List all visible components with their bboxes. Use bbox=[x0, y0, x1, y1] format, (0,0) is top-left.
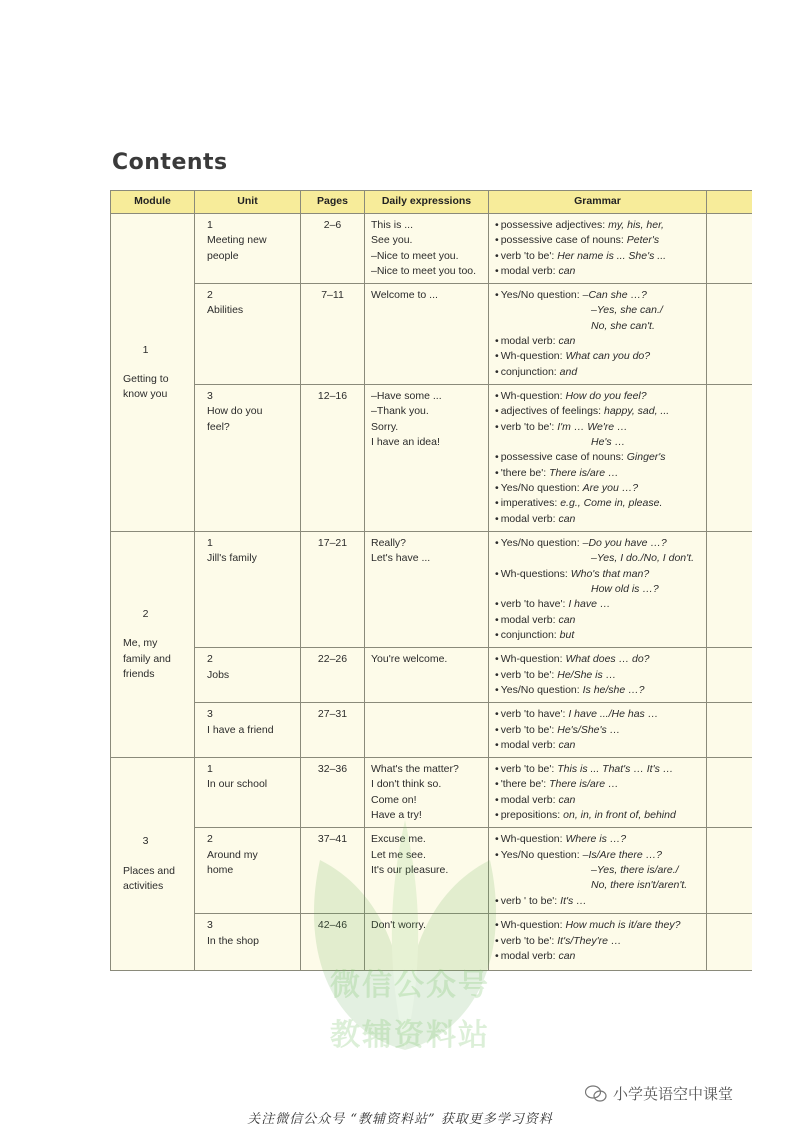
grammar-cell bbox=[489, 758, 707, 828]
unit-title-line: Abilities bbox=[207, 304, 244, 317]
expression-line: –Thank you. bbox=[371, 405, 429, 418]
grammar-label: possessive case of nouns: bbox=[500, 234, 627, 247]
grammar-example: He's … bbox=[591, 436, 626, 449]
extra-column-cell bbox=[707, 648, 752, 703]
bullet-icon: • bbox=[495, 466, 499, 479]
bullet-icon: • bbox=[495, 919, 499, 932]
expression-line: It's our pleasure. bbox=[371, 863, 449, 876]
grammar-example: What does … do? bbox=[565, 653, 650, 666]
bullet-icon: • bbox=[495, 848, 499, 861]
expressions-cell bbox=[365, 214, 489, 284]
grammar-line bbox=[495, 496, 700, 511]
grammar-line bbox=[495, 723, 700, 738]
bullet-icon: • bbox=[495, 613, 499, 626]
grammar-label: verb 'to be': bbox=[500, 934, 558, 947]
bullet-icon: • bbox=[495, 653, 499, 666]
table-row bbox=[111, 385, 752, 532]
grammar-line bbox=[495, 536, 700, 551]
grammar-label: conjunction: bbox=[500, 628, 560, 641]
grammar-example: There is/are … bbox=[549, 466, 619, 479]
grammar-label: modal verb: bbox=[500, 738, 559, 751]
unit-number: 3 bbox=[207, 390, 213, 403]
grammar-example: He's/She's … bbox=[557, 723, 621, 736]
grammar-line bbox=[495, 628, 700, 643]
unit-number: 2 bbox=[207, 653, 213, 666]
module-name-line: know you bbox=[123, 388, 168, 401]
grammar-line bbox=[495, 793, 700, 808]
pages-cell: 2–6 bbox=[301, 214, 365, 284]
grammar-line bbox=[495, 435, 700, 450]
grammar-line bbox=[495, 389, 700, 404]
expression-line: Really? bbox=[371, 537, 407, 550]
grammar-line bbox=[495, 949, 700, 964]
expression-line: See you. bbox=[371, 234, 413, 247]
grammar-label: verb 'to have': bbox=[500, 708, 569, 721]
grammar-label: Wh-question: bbox=[500, 350, 566, 363]
bullet-icon: • bbox=[495, 598, 499, 611]
module-cell bbox=[111, 214, 195, 532]
bullet-icon: • bbox=[495, 723, 499, 736]
grammar-example: can bbox=[558, 512, 576, 525]
grammar-example: What can you do? bbox=[565, 350, 651, 363]
grammar-example: Are you …? bbox=[582, 481, 639, 494]
unit-title-line: feel? bbox=[207, 420, 230, 433]
wechat-icon bbox=[585, 1085, 607, 1103]
grammar-line bbox=[495, 918, 700, 933]
grammar-label: Yes/No question: bbox=[500, 537, 583, 550]
bullet-icon: • bbox=[495, 949, 499, 962]
table-row bbox=[111, 758, 752, 828]
unit-cell bbox=[195, 214, 301, 284]
grammar-line bbox=[495, 334, 700, 349]
unit-number: 1 bbox=[207, 763, 213, 776]
grammar-example: How do you feel? bbox=[565, 390, 647, 403]
bullet-icon: • bbox=[495, 708, 499, 721]
grammar-example: How old is …? bbox=[591, 583, 659, 596]
expression-line: I have an idea! bbox=[371, 436, 440, 449]
grammar-example: can bbox=[558, 613, 576, 626]
grammar-label: Wh-question: bbox=[500, 653, 566, 666]
grammar-line bbox=[495, 567, 700, 582]
grammar-line bbox=[495, 848, 700, 863]
header-extra-column bbox=[707, 191, 752, 214]
grammar-label: Yes/No question: bbox=[500, 683, 583, 696]
expression-line: Excuse me. bbox=[371, 833, 426, 846]
grammar-example: can bbox=[558, 949, 576, 962]
module-number: 1 bbox=[142, 343, 149, 356]
grammar-cell bbox=[489, 703, 707, 758]
unit-number: 2 bbox=[207, 289, 213, 302]
grammar-label: conjunction: bbox=[500, 365, 560, 378]
pages-cell: 42–46 bbox=[301, 914, 365, 971]
bullet-icon: • bbox=[495, 234, 499, 247]
grammar-example: –Is/Are there …? bbox=[582, 848, 662, 861]
grammar-line bbox=[495, 738, 700, 753]
pages-cell: 12–16 bbox=[301, 385, 365, 532]
bullet-icon: • bbox=[495, 390, 499, 403]
unit-cell bbox=[195, 532, 301, 648]
extra-column-cell bbox=[707, 385, 752, 532]
expression-line: Sorry. bbox=[371, 420, 399, 433]
grammar-label: possessive adjectives: bbox=[500, 219, 609, 231]
unit-cell bbox=[195, 758, 301, 828]
bullet-icon: • bbox=[495, 894, 499, 907]
expression-line: –Nice to meet you too. bbox=[371, 264, 477, 277]
unit-cell bbox=[195, 828, 301, 914]
grammar-line bbox=[495, 420, 700, 435]
grammar-label: modal verb: bbox=[500, 793, 559, 806]
brand-label bbox=[585, 1083, 733, 1104]
grammar-example: Her name is ... She's ... bbox=[557, 249, 667, 262]
grammar-example: –Do you have …? bbox=[582, 537, 667, 550]
bullet-icon: • bbox=[495, 537, 499, 550]
grammar-line bbox=[495, 762, 700, 777]
bullet-icon: • bbox=[495, 793, 499, 806]
watermark-line-2: 教辅资料站 bbox=[330, 1018, 490, 1053]
grammar-example: e.g., Come in, please. bbox=[560, 497, 663, 510]
grammar-example: –Can she …? bbox=[582, 289, 647, 302]
grammar-example: I have … bbox=[568, 598, 611, 611]
module-cell bbox=[111, 532, 195, 758]
module-cell bbox=[111, 758, 195, 971]
grammar-example: Where is …? bbox=[565, 833, 627, 846]
grammar-cell bbox=[489, 914, 707, 971]
extra-column-cell bbox=[707, 758, 752, 828]
bullet-icon: • bbox=[495, 833, 499, 846]
unit-title-line: people bbox=[207, 249, 239, 262]
grammar-line bbox=[495, 512, 700, 527]
grammar-cell bbox=[489, 385, 707, 532]
grammar-line bbox=[495, 777, 700, 792]
bullet-icon: • bbox=[495, 778, 499, 791]
pages-cell: 22–26 bbox=[301, 648, 365, 703]
expressions-cell bbox=[365, 532, 489, 648]
grammar-label: verb 'to be': bbox=[500, 668, 558, 681]
unit-title-line: I have a friend bbox=[207, 723, 274, 736]
grammar-label: possessive case of nouns: bbox=[500, 451, 627, 464]
grammar-label: Wh-questions: bbox=[500, 567, 571, 580]
extra-column-cell bbox=[707, 532, 752, 648]
grammar-line bbox=[495, 249, 700, 264]
grammar-line bbox=[495, 450, 700, 465]
expression-line: Let's have ... bbox=[371, 552, 431, 565]
unit-number: 1 bbox=[207, 537, 213, 550]
grammar-example: He/She is … bbox=[557, 668, 617, 681]
bullet-icon: • bbox=[495, 809, 499, 822]
unit-title-line: Jill's family bbox=[207, 552, 257, 565]
brand-text: 小学英语空中课堂 bbox=[613, 1086, 734, 1103]
bullet-icon: • bbox=[495, 264, 499, 277]
grammar-line bbox=[495, 303, 700, 318]
grammar-label: Yes/No question: bbox=[500, 481, 583, 494]
extra-column-cell bbox=[707, 284, 752, 385]
pages-cell: 37–41 bbox=[301, 828, 365, 914]
grammar-line bbox=[495, 668, 700, 683]
grammar-label: Yes/No question: bbox=[500, 848, 583, 861]
extra-column-cell bbox=[707, 828, 752, 914]
grammar-line bbox=[495, 288, 700, 303]
grammar-example: can bbox=[558, 793, 576, 806]
table-row bbox=[111, 214, 752, 284]
grammar-label: modal verb: bbox=[500, 613, 559, 626]
watermark-line-1: 微信公众号 bbox=[330, 968, 490, 1003]
expression-line: I don't think so. bbox=[371, 778, 442, 791]
header-grammar: Grammar bbox=[489, 191, 707, 214]
grammar-label: Wh-question: bbox=[500, 833, 566, 846]
grammar-example: can bbox=[558, 335, 576, 348]
grammar-example: and bbox=[559, 365, 578, 378]
unit-number: 1 bbox=[207, 219, 213, 231]
grammar-cell bbox=[489, 284, 707, 385]
bullet-icon: • bbox=[495, 219, 499, 231]
module-name-line: Me, my bbox=[123, 637, 158, 650]
module-name-line: Places and bbox=[123, 864, 175, 877]
grammar-example: –Yes, there is/are./ bbox=[591, 863, 679, 876]
unit-title-line: In the shop bbox=[207, 934, 259, 947]
bullet-icon: • bbox=[495, 365, 499, 378]
bullet-icon: • bbox=[495, 350, 499, 363]
grammar-cell bbox=[489, 828, 707, 914]
grammar-example: This is ... That's … It's … bbox=[557, 763, 674, 776]
grammar-cell bbox=[489, 648, 707, 703]
expression-line: This is ... bbox=[371, 219, 414, 231]
expressions-cell bbox=[365, 385, 489, 532]
grammar-example: It's/They're … bbox=[557, 934, 622, 947]
grammar-label: verb 'to be': bbox=[500, 763, 558, 776]
pages-cell: 27–31 bbox=[301, 703, 365, 758]
grammar-line bbox=[495, 551, 700, 566]
grammar-line bbox=[495, 233, 700, 248]
table-row bbox=[111, 284, 752, 385]
expression-line: –Nice to meet you. bbox=[371, 249, 459, 262]
module-number: 3 bbox=[142, 835, 149, 848]
grammar-label: modal verb: bbox=[500, 335, 559, 348]
grammar-label: modal verb: bbox=[500, 512, 559, 525]
header-unit: Unit bbox=[195, 191, 301, 214]
grammar-line bbox=[495, 894, 700, 909]
table-row bbox=[111, 703, 752, 758]
grammar-example: No, she can't. bbox=[591, 319, 655, 332]
expressions-cell bbox=[365, 648, 489, 703]
expressions-cell bbox=[365, 828, 489, 914]
grammar-line bbox=[495, 707, 700, 722]
expression-line: –Have some ... bbox=[371, 390, 442, 403]
bullet-icon: • bbox=[495, 451, 499, 464]
bullet-icon: • bbox=[495, 335, 499, 348]
grammar-label: Wh-question: bbox=[500, 390, 566, 403]
module-name-line: Getting to bbox=[123, 372, 169, 385]
bullet-icon: • bbox=[495, 289, 499, 302]
unit-title-line: Jobs bbox=[207, 668, 230, 681]
pages-cell: 7–11 bbox=[301, 284, 365, 385]
grammar-example: There is/are … bbox=[549, 778, 619, 791]
module-name-line: activities bbox=[123, 879, 164, 892]
grammar-line bbox=[495, 481, 700, 496]
grammar-cell bbox=[489, 214, 707, 284]
bullet-icon: • bbox=[495, 668, 499, 681]
table-header-row bbox=[111, 191, 752, 214]
grammar-label: verb 'to have': bbox=[500, 598, 569, 611]
grammar-line bbox=[495, 466, 700, 481]
grammar-example: Who's that man? bbox=[570, 567, 650, 580]
unit-title-line: home bbox=[207, 863, 234, 876]
page-title: Contents bbox=[112, 150, 228, 175]
grammar-label: 'there be': bbox=[500, 466, 550, 479]
expression-line: Have a try! bbox=[371, 809, 422, 822]
expression-line: Don't worry. bbox=[371, 919, 426, 932]
grammar-label: verb 'to be': bbox=[500, 249, 558, 262]
grammar-example: Is he/she …? bbox=[582, 683, 645, 696]
grammar-example: can bbox=[558, 738, 576, 751]
bullet-icon: • bbox=[495, 249, 499, 262]
grammar-example: –Yes, she can./ bbox=[591, 304, 663, 317]
unit-title-line: In our school bbox=[207, 778, 268, 791]
grammar-line bbox=[495, 319, 700, 334]
pages-cell: 17–21 bbox=[301, 532, 365, 648]
expression-line: What's the matter? bbox=[371, 763, 459, 776]
extra-column-cell bbox=[707, 214, 752, 284]
pages-cell: 32–36 bbox=[301, 758, 365, 828]
expression-line: Come on! bbox=[371, 793, 417, 806]
grammar-line bbox=[495, 404, 700, 419]
grammar-label: prepositions: bbox=[500, 809, 564, 822]
extra-column-cell bbox=[707, 703, 752, 758]
expressions-cell bbox=[365, 284, 489, 385]
grammar-label: verb ' to be': bbox=[500, 894, 561, 907]
grammar-example: How much is it/are they? bbox=[565, 919, 681, 932]
table-row bbox=[111, 532, 752, 648]
grammar-label: Yes/No question: bbox=[500, 289, 583, 302]
header-pages: Pages bbox=[301, 191, 365, 214]
grammar-label: 'there be': bbox=[500, 778, 550, 791]
grammar-label: modal verb: bbox=[500, 264, 559, 277]
expressions-cell bbox=[365, 758, 489, 828]
grammar-line bbox=[495, 934, 700, 949]
grammar-line bbox=[495, 597, 700, 612]
table-row bbox=[111, 828, 752, 914]
extra-column-cell bbox=[707, 914, 752, 971]
grammar-line bbox=[495, 218, 700, 233]
grammar-line bbox=[495, 808, 700, 823]
expressions-cell bbox=[365, 703, 489, 758]
grammar-example: can bbox=[558, 264, 576, 277]
grammar-line bbox=[495, 652, 700, 667]
grammar-line bbox=[495, 863, 700, 878]
grammar-label: Wh-question: bbox=[500, 919, 566, 932]
grammar-label: modal verb: bbox=[500, 949, 559, 962]
bullet-icon: • bbox=[495, 683, 499, 696]
bullet-icon: • bbox=[495, 420, 499, 433]
grammar-line bbox=[495, 613, 700, 628]
bullet-icon: • bbox=[495, 738, 499, 751]
table-row bbox=[111, 648, 752, 703]
unit-cell bbox=[195, 648, 301, 703]
module-name-line: family and bbox=[123, 652, 171, 665]
grammar-example: but bbox=[559, 628, 575, 641]
contents-table bbox=[110, 190, 752, 971]
footer-note: 关注微信公众号 “教辅资料站” 获取更多学习资料 bbox=[247, 1112, 553, 1127]
grammar-example: happy, sad, ... bbox=[604, 405, 670, 418]
bullet-icon: • bbox=[495, 934, 499, 947]
grammar-label: verb 'to be': bbox=[500, 723, 558, 736]
bullet-icon: • bbox=[495, 512, 499, 525]
grammar-example: on, in, in front of, behind bbox=[563, 809, 676, 822]
grammar-line bbox=[495, 264, 700, 279]
expression-line: Welcome to ... bbox=[371, 289, 438, 302]
expression-line: Let me see. bbox=[371, 848, 426, 861]
grammar-example: Peter's bbox=[626, 234, 660, 247]
bullet-icon: • bbox=[495, 763, 499, 776]
header-module: Module bbox=[111, 191, 195, 214]
grammar-cell bbox=[489, 532, 707, 648]
unit-title-line: How do you bbox=[207, 405, 263, 418]
grammar-example: Ginger's bbox=[626, 451, 666, 464]
table-body bbox=[111, 214, 752, 971]
bullet-icon: • bbox=[495, 567, 499, 580]
unit-title-line: Around my bbox=[207, 848, 258, 861]
bullet-icon: • bbox=[495, 481, 499, 494]
bullet-icon: • bbox=[495, 405, 499, 418]
grammar-example: No, there isn't/aren't. bbox=[591, 879, 688, 892]
grammar-example: I'm … We're … bbox=[557, 420, 628, 433]
grammar-example: It's … bbox=[560, 894, 587, 907]
grammar-example: –Yes, I do./No, I don't. bbox=[591, 552, 694, 565]
grammar-label: imperatives: bbox=[500, 497, 561, 510]
module-name-line: friends bbox=[123, 667, 155, 680]
grammar-line bbox=[495, 878, 700, 893]
bullet-icon: • bbox=[495, 628, 499, 641]
expression-line: You're welcome. bbox=[371, 653, 448, 666]
unit-cell bbox=[195, 703, 301, 758]
grammar-line bbox=[495, 349, 700, 364]
grammar-label: adjectives of feelings: bbox=[500, 405, 604, 418]
grammar-line bbox=[495, 365, 700, 380]
grammar-line bbox=[495, 832, 700, 847]
unit-number: 3 bbox=[207, 919, 213, 932]
unit-cell bbox=[195, 385, 301, 532]
unit-number: 2 bbox=[207, 833, 213, 846]
grammar-label: verb 'to be': bbox=[500, 420, 558, 433]
bullet-icon: • bbox=[495, 497, 499, 510]
header-daily-expressions: Daily expressions bbox=[365, 191, 489, 214]
unit-number: 3 bbox=[207, 708, 213, 721]
unit-cell bbox=[195, 914, 301, 971]
unit-cell bbox=[195, 284, 301, 385]
unit-title-line: Meeting new bbox=[207, 234, 267, 247]
grammar-example: I have .../He has … bbox=[568, 708, 659, 721]
grammar-example: my, his, her, bbox=[608, 219, 664, 231]
grammar-line bbox=[495, 582, 700, 597]
grammar-line bbox=[495, 683, 700, 698]
module-number: 2 bbox=[142, 608, 149, 621]
